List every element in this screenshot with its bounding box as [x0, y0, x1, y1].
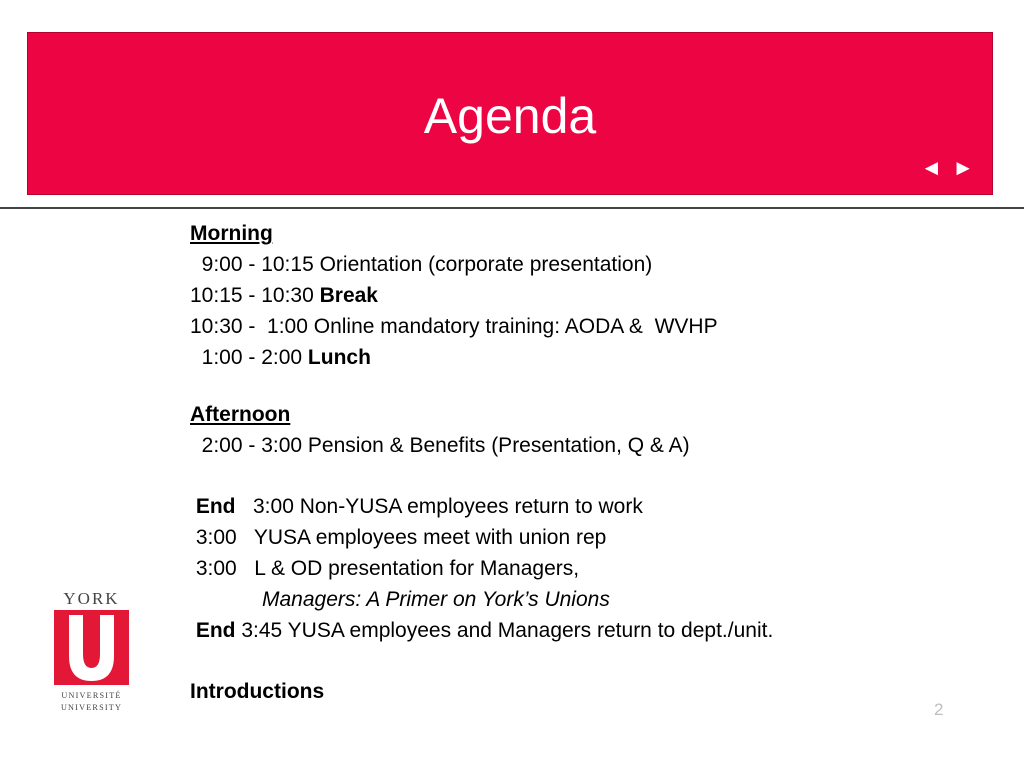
agenda-item-end-return: [190, 619, 773, 643]
afternoon-heading: Afternoon: [190, 403, 291, 426]
divider-line: [0, 207, 1024, 209]
break-label: Break: [319, 284, 378, 307]
end-text: 3:00 Non-YUSA employees return to work: [235, 495, 643, 518]
slide-navigation: [920, 157, 974, 179]
york-university-logo: [53, 588, 130, 713]
end-text: 3:45 YUSA employees and Managers return to dept./unit.: [235, 619, 774, 642]
next-slide-icon[interactable]: ►: [952, 155, 974, 180]
end-label: End: [190, 495, 236, 518]
slide-title: Agenda: [423, 88, 597, 144]
agenda-item-lunch: [190, 346, 371, 370]
logo-university-text: UNIVERSITY: [60, 703, 123, 712]
break-time: 10:15 - 10:30: [190, 284, 320, 307]
title-banner: [27, 32, 993, 195]
agenda-item-primer-title: Managers: A Primer on York’s Unions: [262, 588, 610, 611]
lunch-time: 1:00 - 2:00: [190, 346, 308, 369]
previous-slide-icon[interactable]: ◄: [920, 155, 943, 180]
morning-heading: Morning: [190, 222, 273, 245]
agenda-item-break: [190, 284, 378, 308]
logo-york-text: YORK: [63, 589, 120, 608]
agenda-item-training: 10:30 - 1:00 Online mandatory training: AODA & WVHP: [190, 315, 718, 338]
page-number: 2: [934, 700, 944, 719]
agenda-item-orientation: 9:00 - 10:15 Orientation (corporate presentation): [190, 253, 653, 276]
logo-universite-text: UNIVERSITÉ: [61, 691, 122, 700]
end-label: End: [190, 619, 236, 642]
agenda-item-end-non-yusa: [190, 495, 643, 519]
lunch-label: Lunch: [307, 346, 371, 369]
agenda-item-lod-presentation: 3:00 L & OD presentation for Managers,: [190, 557, 580, 580]
introductions-heading: Introductions: [190, 680, 325, 703]
agenda-item-pension: 2:00 - 3:00 Pension & Benefits (Presentation, Q & A): [190, 434, 690, 457]
agenda-item-yusa-union: 3:00 YUSA employees meet with union rep: [190, 526, 607, 549]
